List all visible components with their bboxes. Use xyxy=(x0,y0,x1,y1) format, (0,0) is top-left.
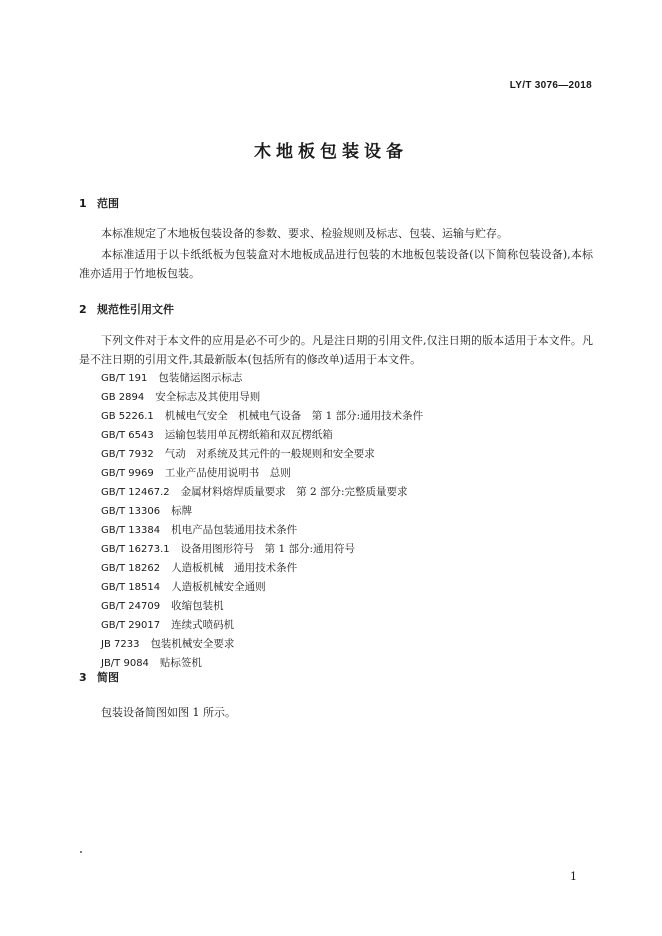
reference-title: 贴标签机 xyxy=(159,657,202,669)
reference-item xyxy=(101,540,423,559)
reference-code: GB/T 29017 xyxy=(101,620,161,631)
reference-code: GB/T 12467.2 xyxy=(101,487,170,498)
reference-title: 机电产品包装通用技术条件 xyxy=(171,524,298,536)
reference-title: 人造板机械安全通则 xyxy=(171,581,266,593)
reference-item xyxy=(101,635,423,654)
reference-title: 气动 对系统及其元件的一般规则和安全要求 xyxy=(164,448,375,460)
reference-item xyxy=(101,464,423,483)
reference-code: JB 7233 xyxy=(101,639,140,650)
reference-item xyxy=(101,426,423,445)
section-title: 规范性引用文件 xyxy=(97,303,174,316)
reference-title: 机械电气安全 机械电气设备 第 1 部分:通用技术条件 xyxy=(164,410,424,422)
reference-title: 包装机械安全要求 xyxy=(150,638,235,650)
reference-code: JB/T 9084 xyxy=(101,658,149,669)
section-title: 简图 xyxy=(97,671,119,684)
document-title: 木地板包装设备 xyxy=(254,142,408,162)
reference-code: GB 5226.1 xyxy=(101,411,154,422)
reference-title: 包装储运图示标志 xyxy=(158,372,243,384)
reference-code: GB 2894 xyxy=(101,392,145,403)
reference-code: GB/T 16273.1 xyxy=(101,544,170,555)
page-number: 1 xyxy=(570,870,577,883)
paragraph: 下列文件对于本文件的应用是必不可少的。凡是注日期的引用文件,仅注日期的版本适用于本文件。凡是不注日期的引用文件,其最新版本(包括所有的修改单)适用于本文件。 xyxy=(79,334,593,366)
section-number: 3 xyxy=(79,671,87,684)
section-heading-diagram xyxy=(79,669,119,685)
section-title: 范围 xyxy=(97,197,119,210)
reference-item xyxy=(101,483,423,502)
reference-code: GB/T 13306 xyxy=(101,506,161,517)
section-heading-normative-references xyxy=(79,301,174,317)
reference-title: 金属材料熔焊质量要求 第 2 部分:完整质量要求 xyxy=(180,486,408,498)
section-number: 1 xyxy=(79,197,87,210)
reference-item xyxy=(101,369,423,388)
reference-title: 安全标志及其使用导则 xyxy=(155,391,261,403)
reference-code: GB/T 6543 xyxy=(101,430,154,441)
reference-title: 收缩包装机 xyxy=(171,600,224,612)
section-number: 2 xyxy=(79,303,87,316)
reference-item xyxy=(101,559,423,578)
paragraph: 本标准适用于以卡纸纸板为包装盒对木地板成品进行包装的木地板包装设备(以下简称包装设备),本标准亦适用于竹地板包装。 xyxy=(79,248,593,280)
paragraph: 包装设备简图如图 1 所示。 xyxy=(101,706,236,719)
reference-item xyxy=(101,388,423,407)
standard-code: LY/T 3076—2018 xyxy=(509,80,592,91)
reference-list xyxy=(101,369,423,673)
reference-code: GB/T 13384 xyxy=(101,525,161,536)
reference-item xyxy=(101,578,423,597)
reference-title: 设备用图形符号 第 1 部分:通用符号 xyxy=(180,543,356,555)
reference-code: GB/T 7932 xyxy=(101,449,154,460)
section-heading-scope xyxy=(79,195,119,211)
scan-speck xyxy=(80,851,82,853)
reference-title: 人造板机械 通用技术条件 xyxy=(171,562,298,574)
reference-item xyxy=(101,407,423,426)
reference-title: 标牌 xyxy=(171,505,193,517)
reference-title: 工业产品使用说明书 总则 xyxy=(164,467,291,479)
reference-code: GB/T 9969 xyxy=(101,468,154,479)
reference-code: GB/T 18514 xyxy=(101,582,161,593)
reference-title: 连续式喷码机 xyxy=(171,619,235,631)
reference-item xyxy=(101,502,423,521)
paragraph: 本标准规定了木地板包装设备的参数、要求、检验规则及标志、包装、运输与贮存。 xyxy=(101,227,508,240)
reference-item xyxy=(101,654,423,673)
reference-item xyxy=(101,616,423,635)
reference-code: GB/T 24709 xyxy=(101,601,161,612)
reference-item xyxy=(101,445,423,464)
reference-item xyxy=(101,597,423,616)
reference-code: GB/T 191 xyxy=(101,373,148,384)
reference-title: 运输包装用单瓦楞纸箱和双瓦楞纸箱 xyxy=(164,429,333,441)
reference-code: GB/T 18262 xyxy=(101,563,161,574)
reference-item xyxy=(101,521,423,540)
